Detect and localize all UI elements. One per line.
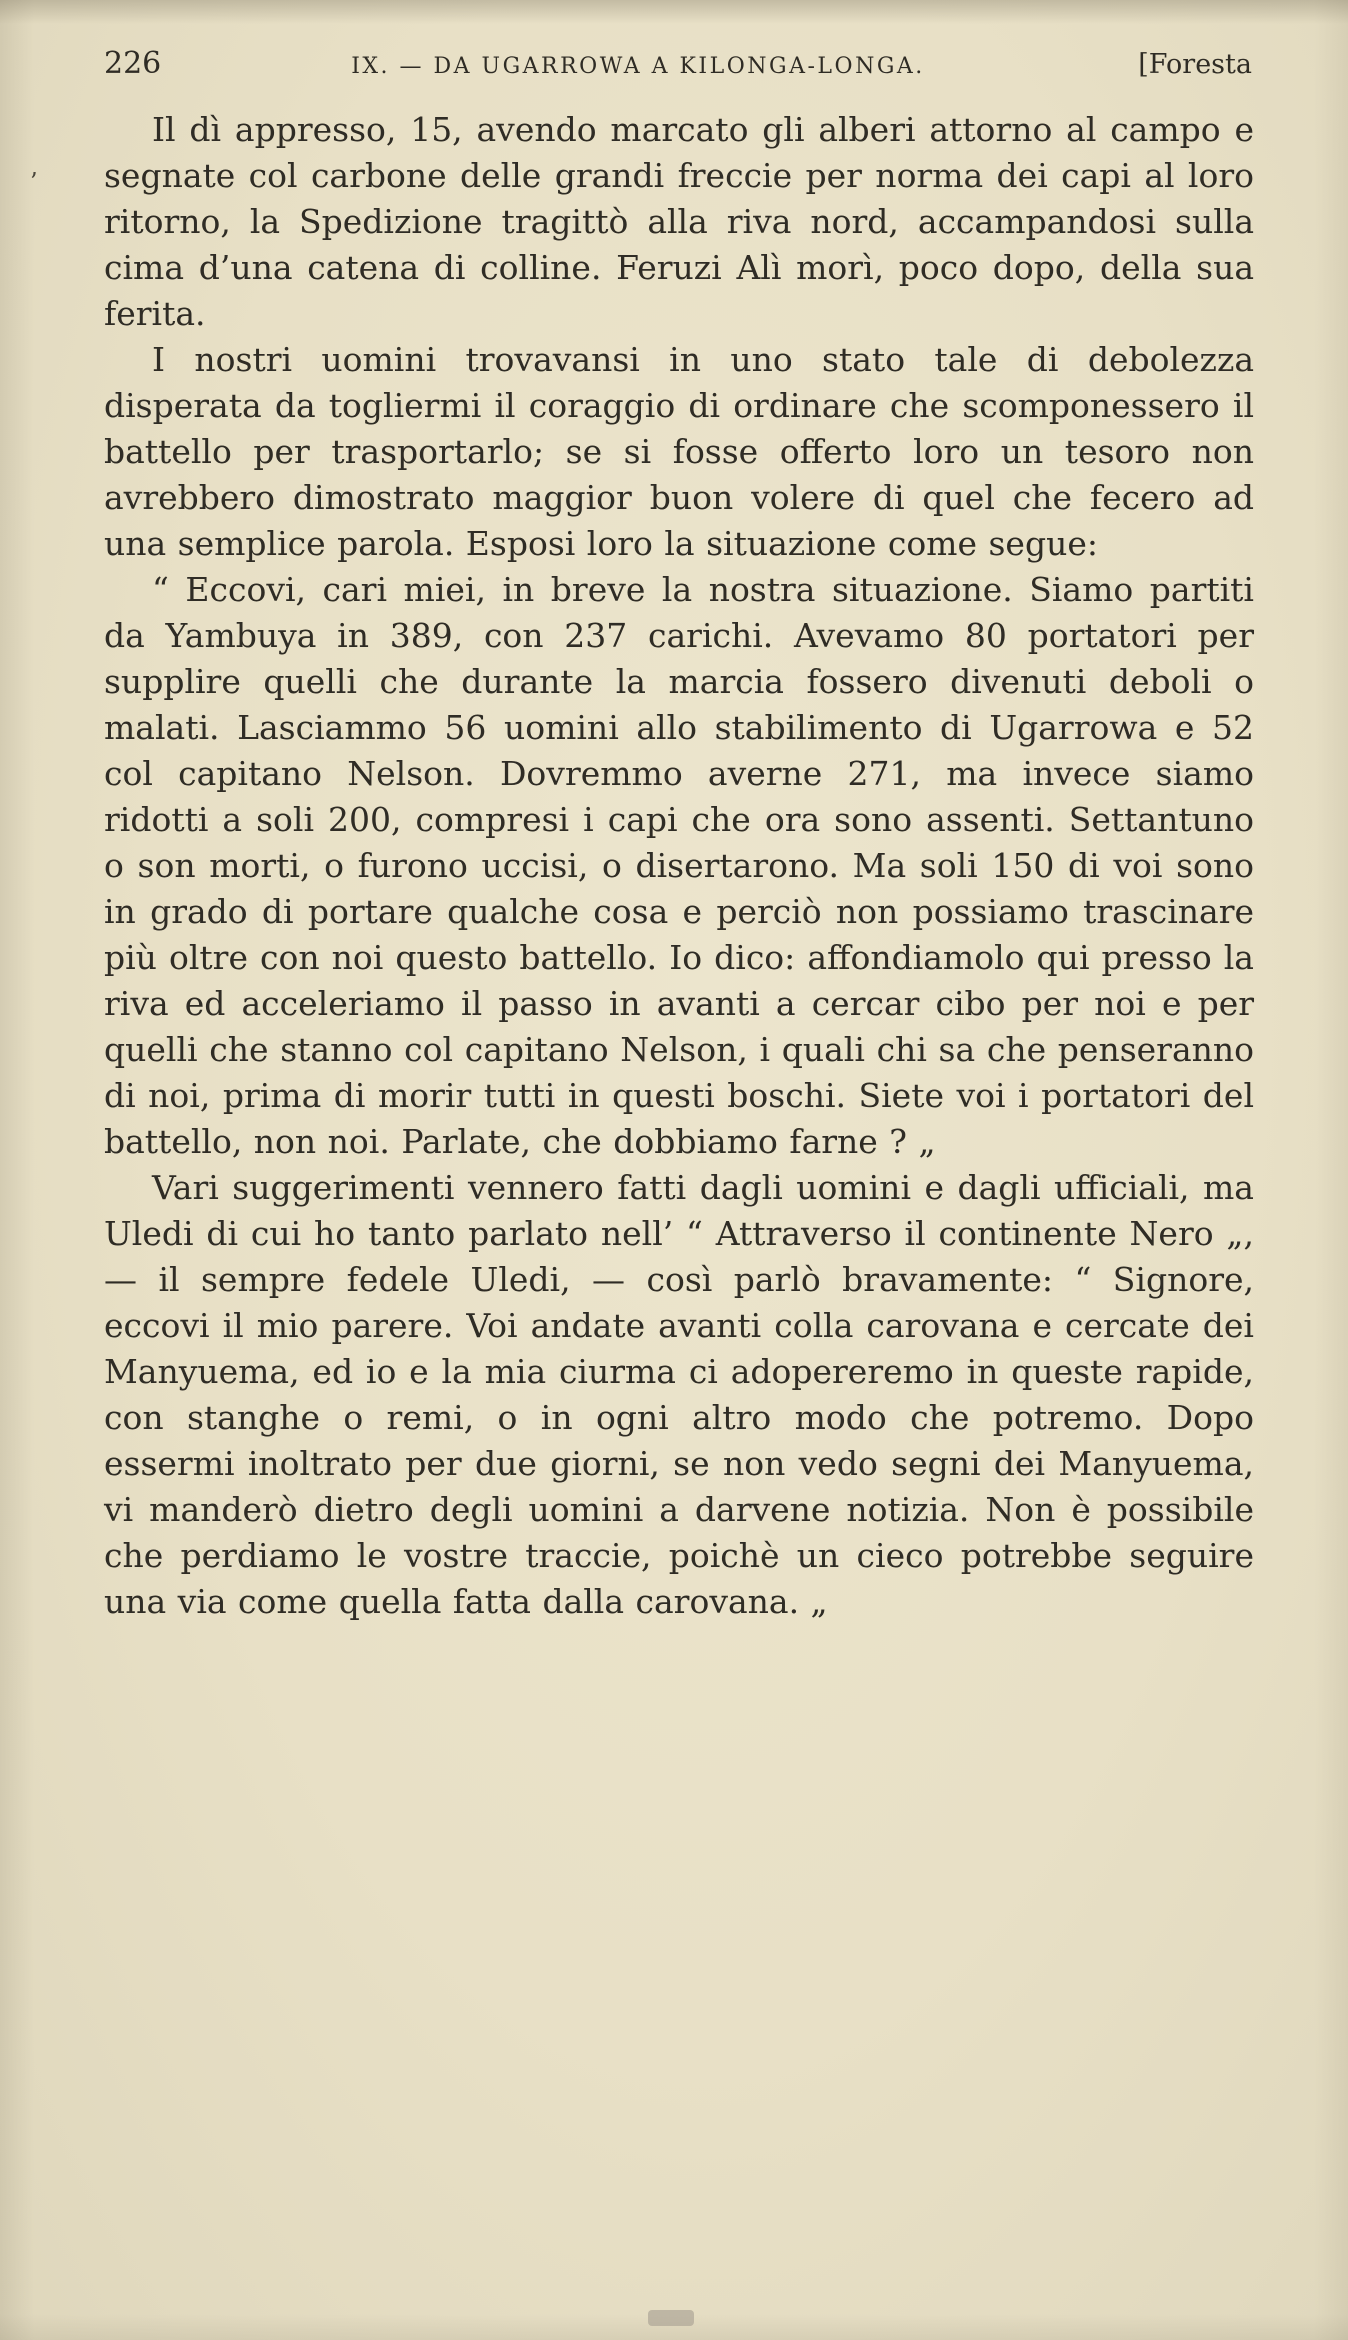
paragraph-3: “ Eccovi, cari miei, in breve la nostra situazione. Siamo partiti da Yambuya in 389, con 237 carichi. Avevamo 80 portatori per supplire quelli che durante la marcia fossero divenuti deboli o malati. Lasciammo 56 uomini allo stabilimento di Ugarrowa e 52 col capitano Nelson. Dovremmo averne 271, ma invece siamo ridotti a soli 200, compresi i capi che ora sono assenti. Settantuno o son morti, o furono uccisi, o disertarono. Ma soli 150 di voi sono in grado di portare qualche cosa e perciò non possiamo trascinare più oltre con noi questo battello. Io dico: affondiamolo qui presso la riva ed acceleriamo il passo in avanti a cercar cibo per noi e per quelli che stanno col capitano Nelson, i quali chi sa che penseranno di noi, prima di morir tutti in questi boschi. Siete voi i portatori del battello, non noi. Parlate, che dobbiamo farne ? „ [104,570,1254,1161]
paragraph-4: Vari suggerimenti vennero fatti dagli uomini e dagli ufficiali, ma Uledi di cui ho tanto parlato nell’ “ Attraverso il continente Nero „, — il sempre fedele Uledi, — così parlò bravamente: “ Signore, eccovi il mio parere. Voi andate avanti colla carovana e cercate dei Manyuema, ed io e la mia ciurma ci adopereremo in queste rapide, con stanghe o remi, o in ogni altro modo che potremo. Dopo essermi inoltrato per due giorni, se non vedo segni dei Manyuema, vi manderò dietro degli uomini a darvene notizia. Non è possibile che perdiamo le vostre traccie, poichè un cieco potrebbe seguire una via come quella fatta dalla carovana. „ [104,1168,1254,1621]
paragraph-1: Il dì appresso, 15, avendo marcato gli alberi attorno al campo e segnate col carbone delle grandi freccie per norma dei capi al loro ritorno, la Spedizione tragittò alla riva nord, accampandosi sulla cima d’una catena di colline. Feruzi Alì morì, poco dopo, della sua ferita. [104,110,1254,333]
page-header [0,0,1348,81]
catchword: [Foresta [1138,49,1252,80]
body-text [0,107,1348,1625]
scan-smudge [648,2310,694,2326]
paragraph-2: I nostri uomini trovavansi in uno stato tale di debolezza disperata da togliermi il coraggio di ordinare che scomponessero il battello per trasportarlo; se si fosse offerto loro un tesoro non avrebbero dimostrato maggior buon volere di quel che fecero ad una semplice parola. Esposi loro la situazione come segue: [104,340,1254,563]
margin-stray-mark: ’ [30,168,38,196]
page-number: 226 [104,46,162,81]
running-title: IX. — DA UGARROWA A KILONGA-LONGA. [351,54,925,79]
